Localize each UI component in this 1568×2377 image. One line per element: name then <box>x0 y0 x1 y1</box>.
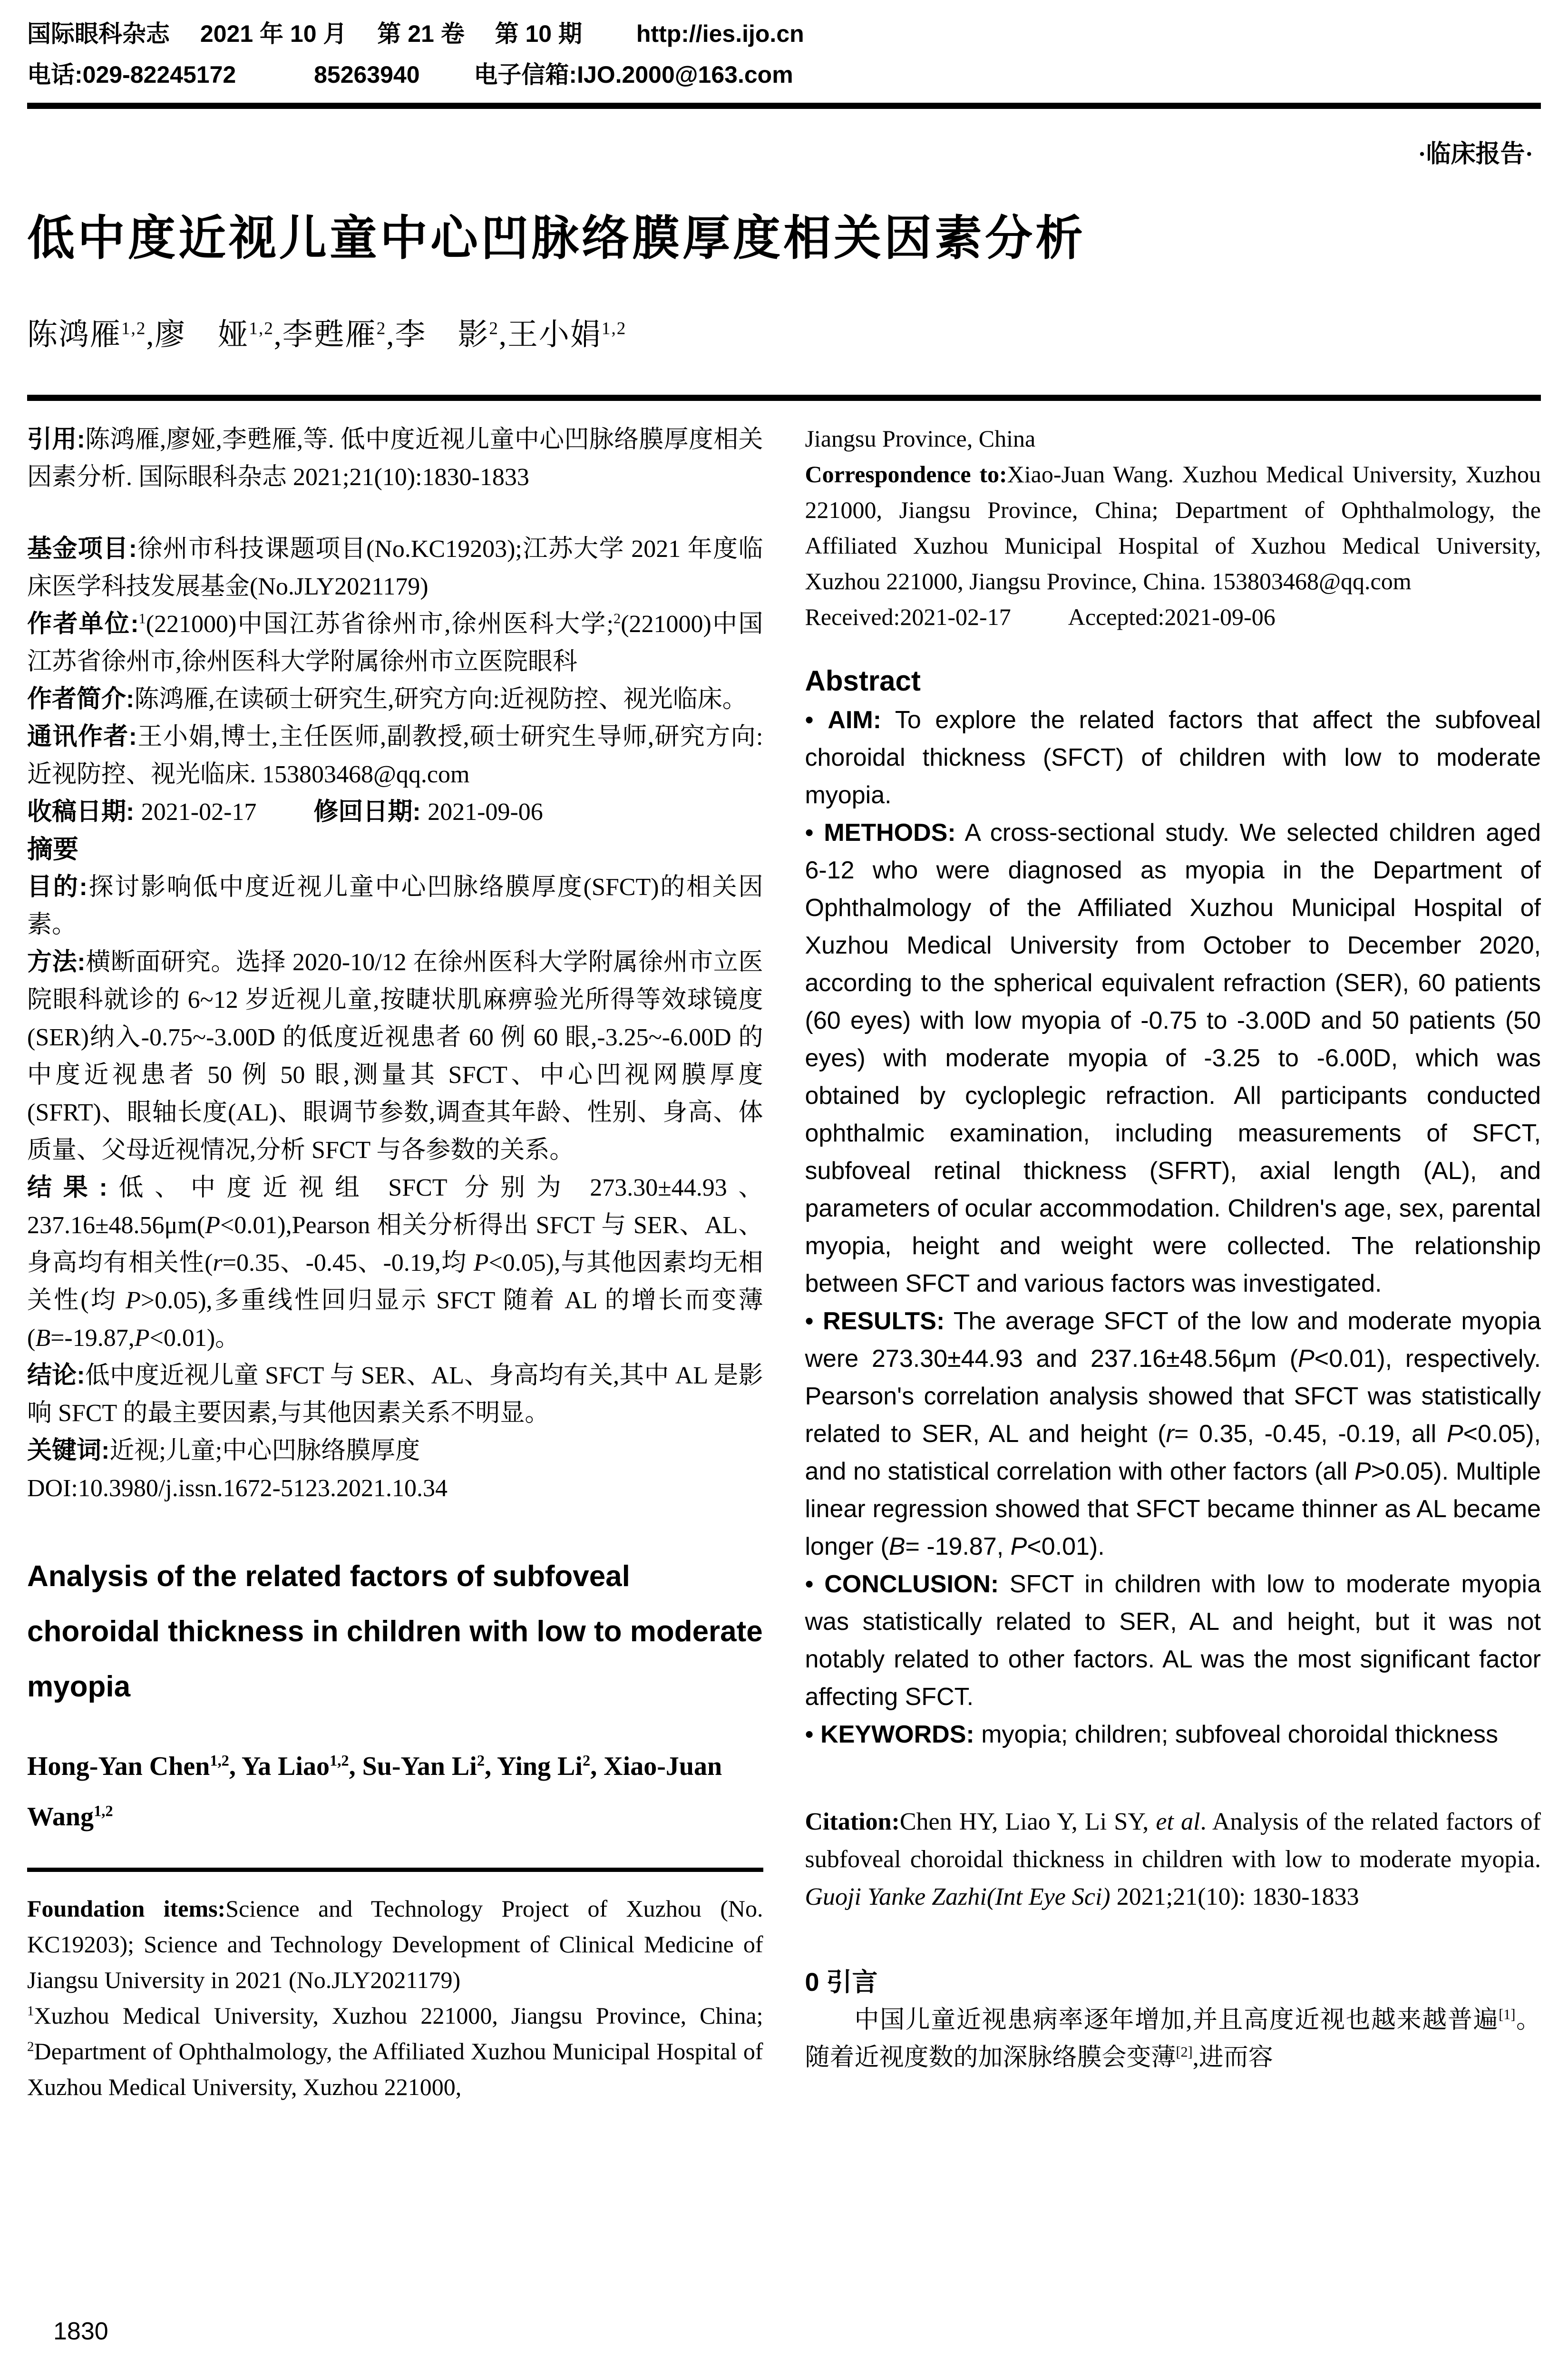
accepted-date-en-value: 2021-09-06 <box>1164 604 1276 630</box>
abstract-item-aim <box>805 701 1541 814</box>
abstract-item-results <box>805 1303 1541 1566</box>
foundation-cn-paragraph <box>27 530 763 605</box>
abstract-en-heading: Abstract <box>805 665 921 697</box>
doi-line: DOI:10.3980/j.issn.1672-5123.2021.10.34 <box>27 1475 448 1502</box>
abstract-cn-aim-text: 探讨影响低中度近视儿童中心凹脉络膜厚度(SFCT)的相关因素。 <box>27 874 763 938</box>
foundation-cn-label: 基金项目: <box>27 535 137 563</box>
affiliation-cn-paragraph <box>27 605 763 681</box>
left-column <box>27 421 763 2105</box>
abstract-methods-label: METHODS: <box>824 819 956 847</box>
abstract-item-keywords <box>805 1716 1541 1754</box>
article-authors-cn: 陈鸿雁$^{1,2}$,廖 娅$^{1,2}$,李甦雁$^2$,李 影$^2$,王小娟$^{1,2}$ <box>27 318 627 351</box>
affiliation-cn-text: $^1$(221000)中国江苏省徐州市,徐州医科大学;$^2$(221000)中国江苏省徐州市,徐州医科大学附属徐州市立医院眼科 <box>27 610 763 675</box>
affiliation-en-paragraph: $^1$Xuzhou Medical University, Xuzhou 221000, Jiangsu Province, China; $^2$Department of Ophthalmology, the Affiliated Xuzhou Municipal Hospital of Xuzhou Medical University, Xuzhou 221000, <box>27 2002 763 2100</box>
abstract-cn-aim-label: 目的: <box>27 873 88 901</box>
revised-date-cn-value: 2021-09-06 <box>428 799 543 826</box>
accepted-date-en-label: Accepted: <box>1068 604 1165 630</box>
received-date-en-label: Received: <box>805 604 900 630</box>
foundation-en-paragraph <box>27 1891 763 1998</box>
abstract-cn-methods-text: 横断面研究。选择 2020-10/12 在徐州医科大学附属徐州市立医院眼科就诊的 6~12 岁近视儿童,按睫状肌麻痹验光所得等效球镜度(SER)纳入-0.75~-3.00D 的低度近视患者 60 例 60 眼,-3.25~-6.00D 的中度近视患者 50 例 50 眼,测量其 SFCT、中心凹视网膜厚度(SFRT)、眼轴长度(AL)、眼调节参数,调查其年龄、性别、身高、体质量、父母近视情况,分析 SFCT 与各参数的关系。 <box>27 949 763 1164</box>
abstract-cn-results-text: 低、中度近视组 SFCT 分别为 273.30±44.93、237.16±48.56μm(P<0.01),Pearson 相关分析得出 SFCT 与 SER、AL、身高均有相关性(r=0.35、-0.45、-0.19,均 P<0.05),与其他因素均无相关性(均 P>0.05),多重线性回归显示 SFCT 随着 AL 的增长而变薄(B=-19.87,P<0.01)。 <box>27 1174 763 1352</box>
affiliation-en-continuation: Jiangsu Province, China <box>805 425 1036 452</box>
citation-cn-paragraph <box>27 421 763 496</box>
bullet-icon: • <box>805 1721 814 1748</box>
foundation-en-text: Science and Technology Project of Xuzhou (No. KC19203); Science and Technology Development of Clinical Medicine of Jiangsu University in 2021 (No.JLY2021179) <box>27 1895 763 1993</box>
bio-cn-paragraph <box>27 681 763 718</box>
revised-date-cn-label: 修回日期: <box>313 798 428 826</box>
abstract-cn-results-paragraph <box>27 1169 763 1357</box>
introduction-heading: 0 引言 <box>805 1968 878 1997</box>
corresponding-author-cn-paragraph <box>27 718 763 793</box>
correspondence-paragraph <box>805 457 1541 599</box>
abstract-cn-conclusion-label: 结论: <box>27 1362 85 1389</box>
corresponding-author-cn-label: 通讯作者: <box>27 723 137 750</box>
citation-cn-text: 陈鸿雁,廖娅,李甦雁,等. 低中度近视儿童中心凹脉络膜厚度相关因素分析. 国际眼科杂志 2021;21(10):1830-1833 <box>27 426 763 491</box>
abstract-cn-aim-paragraph <box>27 868 763 944</box>
abstract-item-methods <box>805 814 1541 1303</box>
abstract-keywords-text: myopia; children; subfoveal choroidal thickness <box>981 1721 1498 1748</box>
abstract-item-conclusion <box>805 1566 1541 1716</box>
journal-header-line1: 国际眼科杂志 2021 年 10 月 第 21 卷 第 10 期 http://ies.ijo.cn <box>27 20 804 47</box>
abstract-results-label: RESULTS: <box>823 1307 945 1335</box>
abstract-aim-label: AIM: <box>828 706 882 734</box>
dates-en-line <box>805 599 1541 635</box>
abstract-conclusion-text: SFCT in children with low to moderate myopia was statistically related to SER, AL and height, but it was not notably related to other factors. AL was the most significant factor affecting SFCT. <box>805 1570 1541 1711</box>
page-number: 1830 <box>53 2318 108 2345</box>
report-type-label: ·临床报告· <box>1418 141 1533 168</box>
abstract-cn-methods-label: 方法: <box>27 948 86 976</box>
received-date-cn-label: 收稿日期: <box>27 798 141 826</box>
title-rule <box>27 395 1541 401</box>
abstract-cn-methods-paragraph <box>27 944 763 1169</box>
abstract-methods-text: A cross-sectional study. We selected children aged 6-12 who were diagnosed as myopia in the Department of Ophthalmology of the Affiliated Xuzhou Municipal Hospital of Xuzhou Medical University from October to December 2020, according to the spherical equivalent refraction (SER), 60 patients (60 eyes) with low myopia of -0.75 to -3.00D and 50 patients (50 eyes) with moderate myopia of -3.25 to -6.00D, which was obtained by cycloplegic refraction. All participants conducted ophthalmic examination, including measurements of SFCT, subfoveal retinal thickness (SFRT), axial length (AL), and parameters of ocular accommodation. Children's age, sex, parental myopia, height and weight were collected. The relationship between SFCT and various factors was investigated. <box>805 819 1541 1297</box>
abstract-cn-conclusion-paragraph <box>27 1357 763 1432</box>
abstract-cn-heading: 摘要 <box>27 835 78 864</box>
bullet-icon: • <box>805 706 814 734</box>
abstract-results-text: The average SFCT of the low and moderate myopia were 273.30±44.93 and 237.16±48.56μm (P<0.01), respectively. Pearson's correlation analysis showed that SFCT was statistically related to SER, AL and height (r= 0.35, -0.45, -0.19, all P<0.05), and no statistical correlation with other factors (all P>0.05). Multiple linear regression showed that SFCT became thinner as AL became longer (B= -19.87, P<0.01). <box>805 1307 1541 1560</box>
bullet-icon: • <box>805 819 814 847</box>
keywords-cn-text: 近视;儿童;中心凹脉络膜厚度 <box>109 1437 420 1464</box>
abstract-aim-text: To explore the related factors that affect the subfoveal choroidal thickness (SFCT) of children with low to moderate myopia. <box>805 706 1541 809</box>
header-rule <box>27 103 1541 109</box>
abstract-conclusion-label: CONCLUSION: <box>824 1570 999 1598</box>
bullet-icon: • <box>805 1570 814 1598</box>
footnote-rule <box>27 1868 763 1872</box>
keywords-cn-label: 关键词: <box>27 1437 110 1464</box>
keywords-cn-paragraph <box>27 1432 763 1470</box>
bio-cn-label: 作者简介: <box>27 685 135 713</box>
right-column <box>805 421 1541 2105</box>
bio-cn-text: 陈鸿雁,在读硕士研究生,研究方向:近视防控、视光临床。 <box>134 686 747 713</box>
affiliation-cn-label: 作者单位: <box>27 610 139 638</box>
foundation-en-label: Foundation items: <box>27 1895 226 1922</box>
abstract-cn-results-label: 结果: <box>27 1174 107 1201</box>
abstract-keywords-label: KEYWORDS: <box>820 1721 974 1748</box>
citation-en-text: Chen HY, Liao Y, Li SY, et al. Analysis of the related factors of subfoveal choroidal thickness in children with low to moderate myopia. Guoji Yanke Zazhi(Int Eye Sci) 2021;21(10): 1830-1833 <box>805 1808 1541 1910</box>
introduction-paragraph: 中国儿童近视患病率逐年增加,并且高度近视也越来越普遍[1]。随着近视度数的加深脉络膜会变薄[2],进而容 <box>805 2006 1541 2071</box>
citation-en-paragraph <box>805 1803 1541 1916</box>
corresponding-author-cn-text: 王小娟,博士,主任医师,副教授,硕士研究生导师,研究方向:近视防控、视光临床. 153803468@qq.com <box>27 723 763 788</box>
article-authors-en: Hong-Yan Chen$^{1,2}$, Ya Liao$^{1,2}$, Su-Yan Li$^2$, Ying Li$^2$, Xiao-Juan Wang$^{1,2}$ <box>27 1752 722 1831</box>
dates-cn-line <box>27 793 763 831</box>
journal-header-line2: 电话:029-82245172 85263940 电子信箱:IJO.2000@163.com <box>27 61 793 88</box>
correspondence-label: Correspondence to: <box>805 461 1007 487</box>
two-column-body <box>27 421 1541 2105</box>
received-date-en-value: 2021-02-17 <box>900 604 1011 630</box>
bullet-icon: • <box>805 1307 814 1335</box>
citation-en-label: Citation: <box>805 1808 900 1835</box>
article-title-cn: 低中度近视儿童中心凹脉络膜厚度相关因素分析 <box>27 212 1086 265</box>
abstract-cn-conclusion-text: 低中度近视儿童 SFCT 与 SER、AL、身高均有关,其中 AL 是影响 SFCT 的最主要因素,与其他因素关系不明显。 <box>27 1362 763 1427</box>
correspondence-text: Xiao-Juan Wang. Xuzhou Medical University, Xuzhou 221000, Jiangsu Province, China; Department of Ophthalmology, the Affiliated Xuzhou Municipal Hospital of Xuzhou Medical University, Xuzhou 221000, Jiangsu Province, China. 153803468@qq.com <box>805 461 1541 594</box>
foundation-cn-text: 徐州市科技课题项目(No.KC19203);江苏大学 2021 年度临床医学科技发展基金(No.JLY2021179) <box>27 536 763 600</box>
article-title-en: Analysis of the related factors of subfoveal choroidal thickness in children with low to moderate myopia <box>27 1560 763 1703</box>
received-date-cn-value: 2021-02-17 <box>141 799 257 826</box>
citation-cn-label: 引用: <box>27 426 85 453</box>
